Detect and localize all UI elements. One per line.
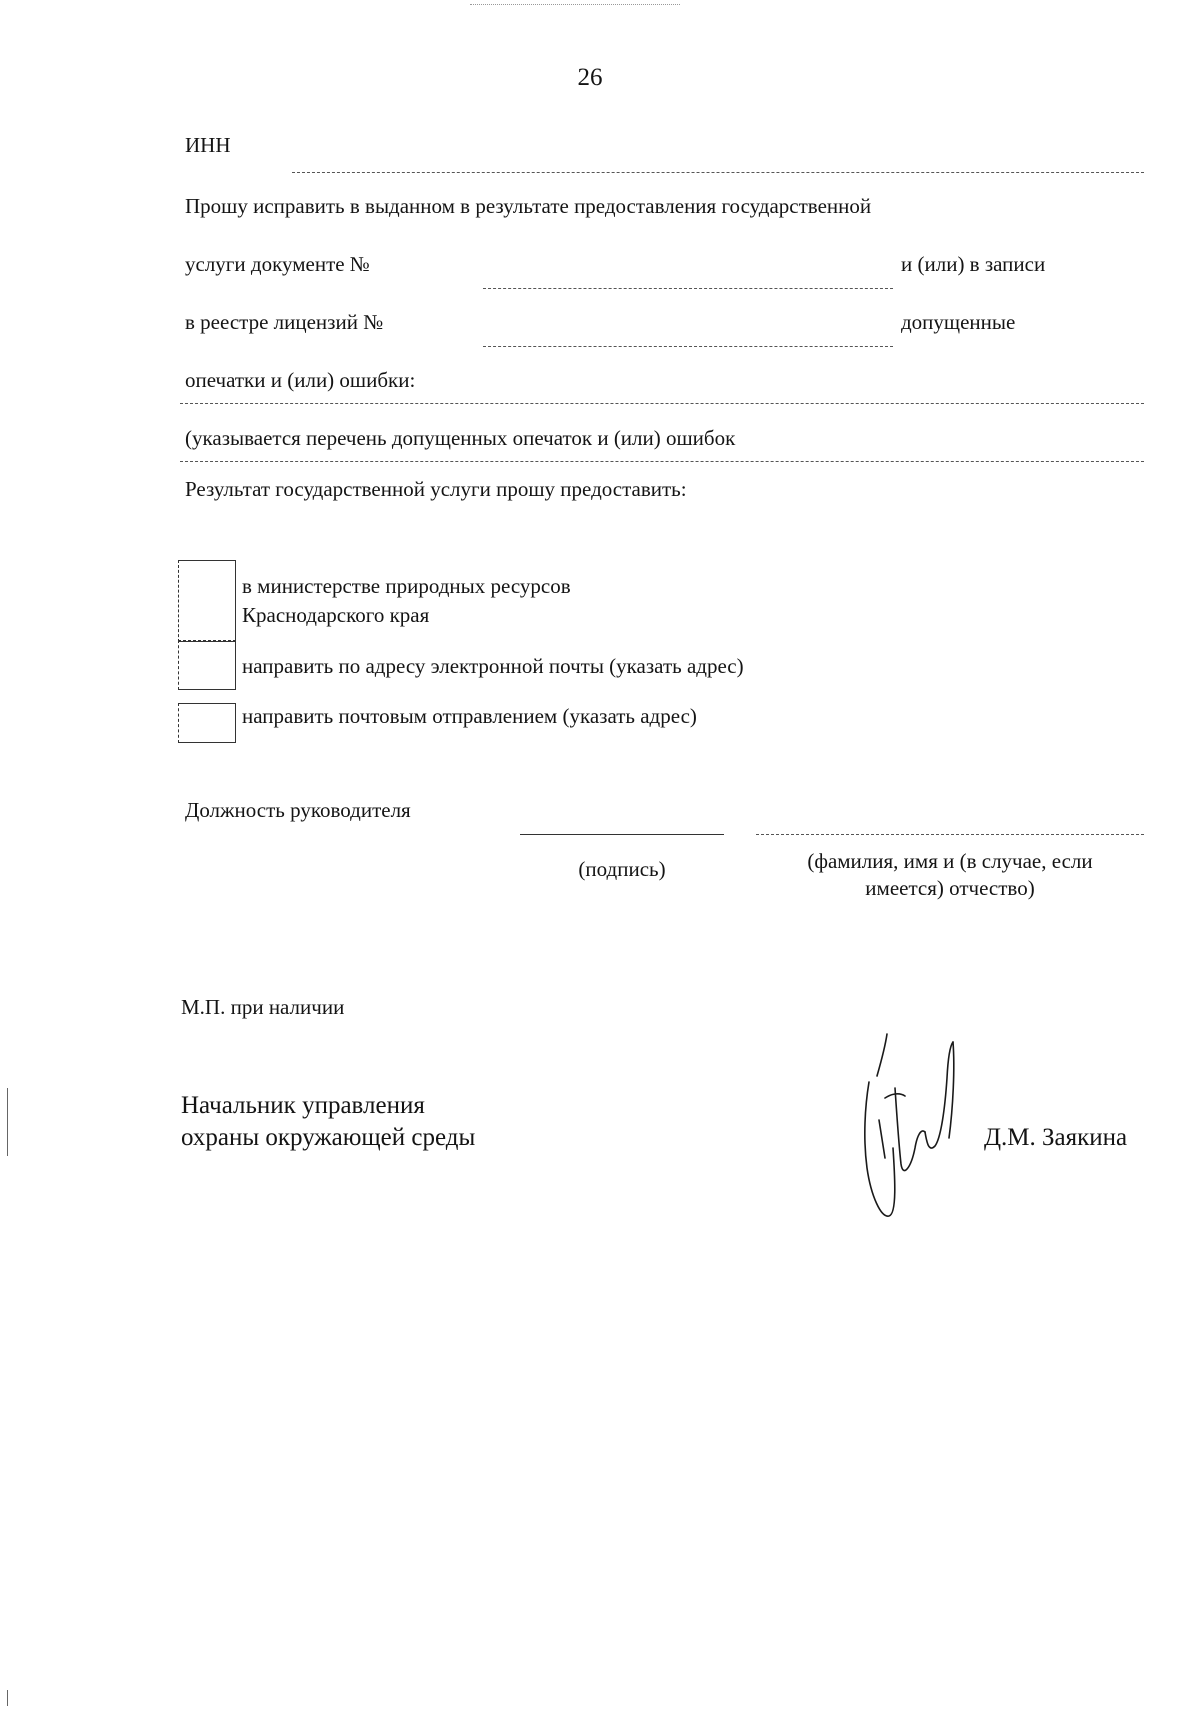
- option-ministry-line1: в министерстве природных ресурсов: [242, 574, 571, 598]
- checkbox-post[interactable]: [178, 703, 236, 743]
- name-caption-line1: (фамилия, имя и (в случае, если: [807, 849, 1093, 873]
- name-caption-line2: имеется) отчество): [865, 876, 1035, 900]
- inn-label: ИНН: [185, 133, 231, 157]
- page-number: 26: [577, 64, 603, 91]
- registry-number-field[interactable]: [483, 346, 893, 347]
- signature-field[interactable]: [520, 834, 724, 835]
- inn-field[interactable]: [292, 172, 1144, 173]
- result-label: Результат государственной услуги прошу предоставить:: [185, 477, 687, 501]
- registry-number-label: в реестре лицензий №: [185, 310, 384, 334]
- signatory-title-line2: охраны окружающей среды: [181, 1124, 476, 1151]
- errors-field-line-2[interactable]: [180, 461, 1144, 462]
- document-number-label: услуги документе №: [185, 252, 370, 276]
- checkbox-email[interactable]: [178, 640, 236, 690]
- errors-field-line-1[interactable]: [180, 403, 1144, 404]
- stamp-label: М.П. при наличии: [181, 995, 345, 1019]
- errors-hint: (указывается перечень допущенных опечаток и (или) ошибок: [185, 426, 736, 450]
- document-number-suffix: и (или) в записи: [901, 252, 1046, 276]
- scan-mark-top: [470, 4, 680, 5]
- option-ministry-line2: Краснодарского края: [242, 603, 430, 627]
- registry-number-suffix: допущенные: [901, 310, 1016, 334]
- request-line: Прошу исправить в выданном в результате предоставления государственной: [185, 194, 872, 218]
- option-post: направить почтовым отправлением (указать адрес): [242, 704, 697, 728]
- full-name-field[interactable]: [756, 834, 1144, 835]
- signature-caption: (подпись): [578, 857, 666, 881]
- manager-position-label: Должность руководителя: [185, 798, 411, 822]
- option-email: направить по адресу электронной почты (указать адрес): [242, 654, 744, 678]
- scan-mark-bottom-left: [7, 1690, 8, 1706]
- checkbox-ministry[interactable]: [178, 560, 236, 642]
- signatory-title-line1: Начальник управления: [181, 1092, 425, 1119]
- document-number-field[interactable]: [483, 288, 893, 289]
- scan-mark-left: [7, 1088, 8, 1156]
- signatory-name: Д.М. Заякина: [984, 1124, 1128, 1151]
- handwritten-signature: [855, 1028, 965, 1228]
- errors-label: опечатки и (или) ошибки:: [185, 368, 416, 392]
